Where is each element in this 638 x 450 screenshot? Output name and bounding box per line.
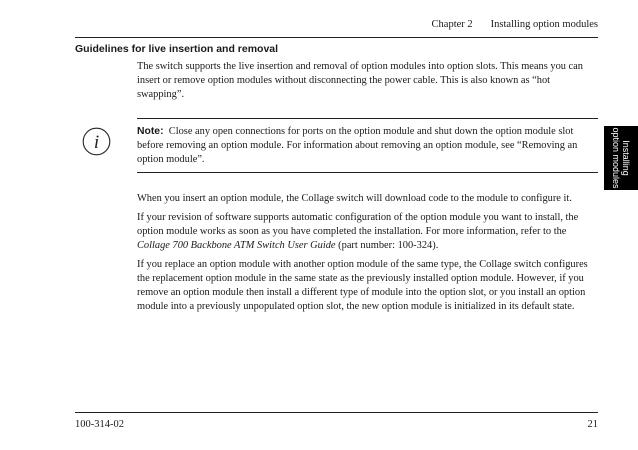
note-label: Note: [137,126,164,137]
info-icon [82,127,111,156]
note-bottom-rule [137,172,598,173]
footer-page-number: 21 [587,419,598,430]
running-header [432,19,598,30]
note-block [137,125,593,167]
intro-block [137,60,593,102]
body-paragraphs [137,192,593,314]
chapter-thumb-tab [604,126,638,190]
note-text: Close any open connections for ports on the option module and shut down the option module slot before removing an option module. For information about removing an option module, see “Removing an option module”. [137,126,578,165]
thumb-tab-label: Installing option modules [611,127,631,189]
header-chapter: Chapter 2 [431,19,473,30]
paragraph-replace: If you replace an option module with another option module of the same type, the Collage switch configures the replacement option module in the same state as the previously installed option module. However, if you remove an option module then install a different type of module into the option slot, or you install an option module into a previously unpopulated option slot, the new option module is initialized in its default state. [137,259,588,312]
section-title: Guidelines for live insertion and removal [75,43,279,55]
paragraph-auto-config: If your revision of software supports automatic configuration of the option module you want to install, the option module works as soon as you have completed the installation. For more information, refer to the Collage 700 Backbone ATM Switch User Guide (part number: 100-324). [137,212,579,251]
user-guide-title: Collage 700 Backbone ATM Switch User Guide [137,240,336,251]
header-chapter-title: Installing option modules [490,19,598,30]
footer-rule [75,412,598,413]
note-top-rule [137,118,598,119]
intro-paragraph: The switch supports the live insertion and removal of option modules into option slots. This means you can insert or remove option modules without disconnecting the power cable. This is also known as “hot swapping”. [137,61,583,100]
paragraph-insert: When you insert an option module, the Collage switch will download code to the module to configure it. [137,193,572,204]
header-rule [75,37,598,38]
svg-text:i: i [93,132,100,153]
footer-doc-number: 100-314-02 [75,419,124,430]
